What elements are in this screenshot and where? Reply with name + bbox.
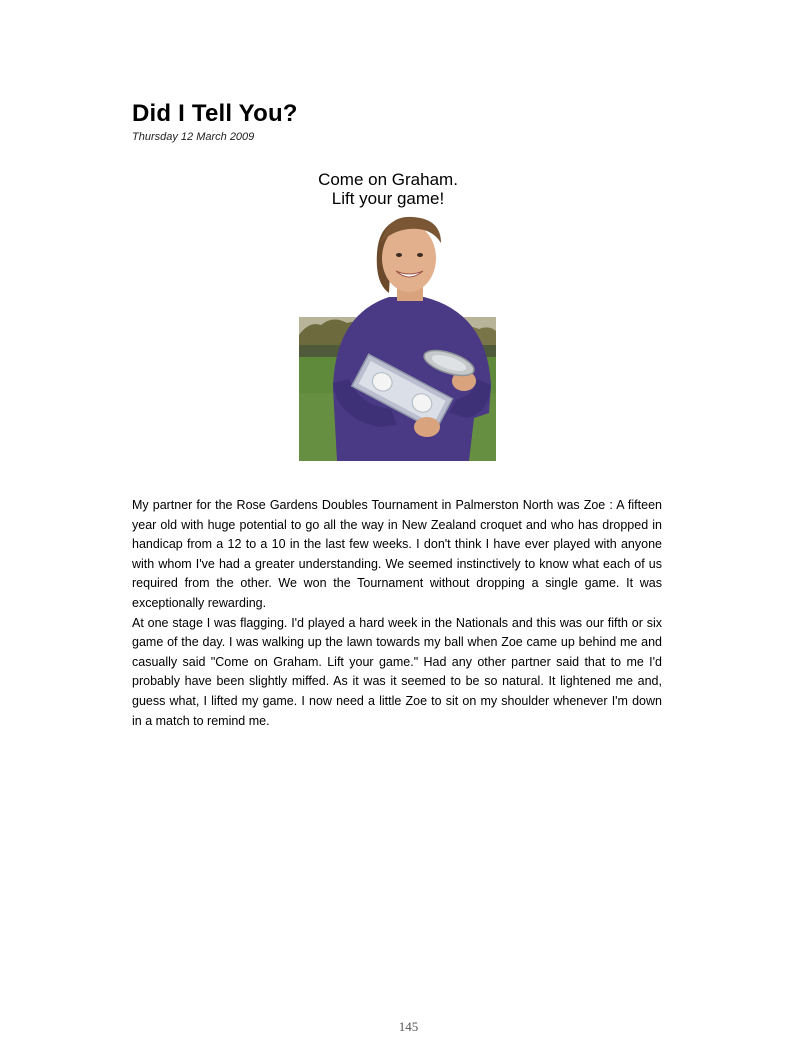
photo-caption-line-1: Come on Graham.: [318, 170, 458, 189]
paragraph: At one stage I was flagging. I'd played a hard week in the Nationals and this was our fifth or six game of the day. I was walking up the lawn towards my ball when Zoe came up behind me and casually said "Come on Graham. Lift your game." Had any other partner said that to me I'd probably have been slightly miffed. As it was it seemed to be so natural. It lightened me and, guess what, I lifted my game. I now need a little Zoe to sit on my shoulder whenever I'm down in a match to remind me.: [132, 615, 662, 728]
paragraph: My partner for the Rose Gardens Doubles Tournament in Palmerston North was Zoe : A fifteen year old with huge potential to go all the way in New Zealand croquet and who has dropped in handicap from a 12 to a 10 in the last few weeks. I don't think I have ever played with anyone with whom I've had a greater understanding. We seemed instinctively to know what each of us required from the other. We won the Tournament without dropping a single game. It was exceptionally rewarding.: [132, 498, 662, 610]
article-body: [132, 496, 662, 731]
page-number: 145: [398, 1019, 419, 1034]
photo-girl-with-trophy: [299, 213, 496, 461]
page-title: Did I Tell You?: [132, 100, 298, 127]
photo-caption-line-2: Lift your game!: [331, 189, 445, 208]
post-date: Thursday 12 March 2009: [132, 131, 255, 143]
